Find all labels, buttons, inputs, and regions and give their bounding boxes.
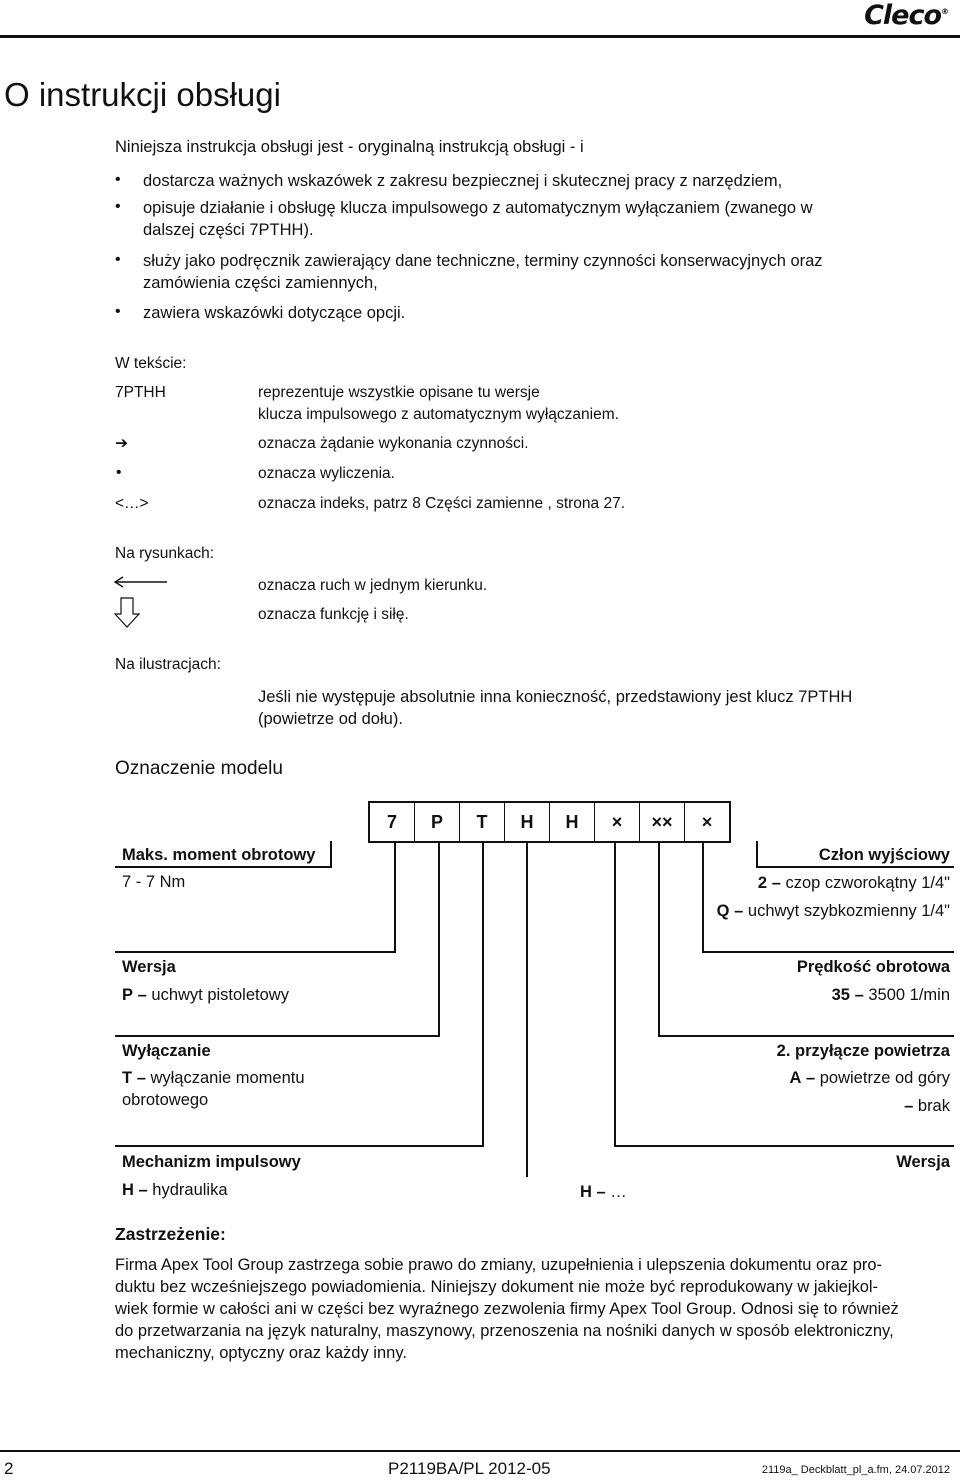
model-code-cell: T <box>460 803 505 841</box>
connector-line <box>438 841 440 1037</box>
disclaimer-heading: Zastrzeżenie: <box>115 1224 226 1244</box>
bullet-item: dostarcza ważnych wskazówek z zakresu bezpiecznej i skutecznej pracy z narzędziem, <box>143 172 783 190</box>
dash: – <box>138 1181 148 1199</box>
force-arrow-icon <box>113 597 141 629</box>
air-value: powietrze od góry <box>819 1069 950 1087</box>
speed-code: 35 <box>831 986 850 1004</box>
connector-line <box>115 1035 440 1037</box>
bullet-item: opisuje działanie i obsługę klucza impulsowego z automatycznym wyłączaniem (zwanego w <box>143 199 813 217</box>
disclaimer-line: Firma Apex Tool Group zastrzega sobie prawo do zmiany, uzupełnienia i ulepszenia dokumentu oraz pro- <box>115 1256 883 1274</box>
legend-desc: oznacza indeks, patrz 8 Części zamienne , strona 27. <box>258 495 626 512</box>
disclaimer-line: duktu bez wcześniejszego powiadomienia. Niniejszy dokument nie może być reprodukowany w jakiejkol- <box>115 1278 879 1296</box>
impulse-label: Mechanizm impulsowy <box>122 1153 301 1171</box>
max-torque-label: Maks. moment obrotowy <box>122 846 316 864</box>
model-code-cell: H <box>505 803 550 841</box>
bullet-marker: • <box>116 464 122 481</box>
bullet-item: służy jako podręcznik zawierający dane techniczne, terminy czynności konserwacyjnych oraz <box>143 252 823 270</box>
legend-desc: reprezentuje wszystkie opisane tu wersje <box>258 384 540 401</box>
legend-term: <…> <box>115 495 149 512</box>
model-code-cell: × <box>595 803 640 841</box>
h-value: … <box>610 1183 627 1201</box>
connector-line <box>756 841 758 867</box>
connector-line <box>658 1035 954 1037</box>
action-arrow-icon: ➔ <box>115 435 128 452</box>
dash: – <box>137 986 147 1004</box>
speed-label: Prędkość obrotowa <box>796 958 950 976</box>
shutoff-value: wyłączanie momentu <box>150 1069 305 1087</box>
dash: – <box>854 986 864 1004</box>
legend-heading: W tekście: <box>115 355 187 372</box>
connector-line <box>614 1145 954 1147</box>
disclaimer-line: wiek formie w całości ani w części bez wyraźnego zezwolenia firmy Apex Tool Group. Odnosi się to również <box>115 1300 899 1318</box>
intro-text: Niniejsza instrukcja obsługi jest - oryginalną instrukcją obsługi - i <box>115 138 584 156</box>
dash: – <box>596 1183 606 1201</box>
connector-line <box>115 1145 484 1147</box>
connector-line <box>702 841 704 953</box>
page-number: 2 <box>4 1459 14 1478</box>
output-code: Q <box>716 902 730 920</box>
dash: – <box>805 1069 816 1087</box>
output-value: uchwyt szybkozmienny 1/4" <box>747 902 950 920</box>
legend-desc: oznacza żądanie wykonania czynności. <box>258 435 529 452</box>
bullet-item-continued: dalszej części 7PTHH). <box>143 221 314 239</box>
disclaimer-line: do przetwarzania na język naturalny, maszynowy, przenoszenia na nośniki danych w sposób elektroniczny, <box>115 1322 894 1340</box>
header-rule <box>0 35 960 38</box>
shutoff-code: T <box>122 1069 133 1087</box>
bullet-item: zawiera wskazówki dotyczące opcji. <box>143 304 406 322</box>
model-code-box <box>368 801 731 843</box>
page-title: O instrukcji obsługi <box>4 76 281 113</box>
bullet-marker: • <box>115 198 121 215</box>
bullet-marker: • <box>115 303 121 320</box>
file-info: 2119a_ Deckblatt_pl_a.fm, 24.07.2012 <box>761 1464 950 1476</box>
max-torque-value: 7 - 7 Nm <box>122 873 186 891</box>
air-value: brak <box>917 1097 950 1115</box>
drawings-desc: oznacza funkcję i siłę. <box>258 606 409 623</box>
connector-line <box>526 841 528 1177</box>
illustrations-heading: Na ilustracjach: <box>115 656 221 673</box>
cleco-logo: Cleco® <box>864 0 948 31</box>
bullet-marker: • <box>115 251 121 268</box>
model-code-cell: × <box>701 811 713 832</box>
connector-line <box>115 951 396 953</box>
dash: – <box>136 1069 146 1087</box>
bullet-item-continued: zamówienia części zamiennych, <box>143 274 378 292</box>
h-code: H <box>580 1183 592 1201</box>
drawings-desc: oznacza ruch w jednym kierunku. <box>258 577 488 594</box>
shutoff-value-continued: obrotowego <box>122 1091 209 1109</box>
connector-line <box>702 951 954 953</box>
disclaimer-line: mechaniczny, optyczny oraz każdy inny. <box>115 1344 407 1362</box>
model-code-cell: ×× <box>640 803 685 841</box>
air-label: 2. przyłącze powietrza <box>776 1042 950 1060</box>
model-heading: Oznaczenie modelu <box>115 758 283 779</box>
impulse-value: hydraulika <box>152 1181 228 1199</box>
connector-line <box>394 841 396 953</box>
bullet-marker: • <box>115 171 121 188</box>
model-code-cell: P <box>415 803 460 841</box>
drawings-heading: Na rysunkach: <box>115 545 215 562</box>
model-code-cell: 7 <box>370 803 415 841</box>
legend-term: 7PTHH <box>115 384 166 401</box>
dash: – <box>904 1097 914 1115</box>
footer-rule <box>0 1450 960 1452</box>
air-code: A <box>789 1069 802 1087</box>
connector-line <box>115 866 332 868</box>
version-label: Wersja <box>122 958 176 976</box>
output-value: czop czworokątny 1/4" <box>785 874 950 892</box>
shutoff-label: Wyłączanie <box>122 1042 211 1060</box>
impulse-code: H <box>122 1181 134 1199</box>
version-value: uchwyt pistoletowy <box>151 986 289 1004</box>
output-code: 2 <box>757 874 768 892</box>
left-arrow-icon <box>113 575 169 589</box>
illustrations-desc: (powietrze od dołu). <box>258 710 403 728</box>
model-code-cell: H <box>550 803 595 841</box>
illustrations-desc: Jeśli nie występuje absolutnie inna konieczność, przedstawiony jest klucz 7PTHH <box>258 688 853 706</box>
connector-line <box>658 841 660 1037</box>
variant-label: Wersja <box>896 1153 950 1171</box>
connector-line <box>614 841 616 1147</box>
connector-line <box>756 866 954 868</box>
version-code: P <box>122 986 134 1004</box>
dash: – <box>771 874 781 892</box>
document-id: P2119BA/PL 2012-05 <box>388 1459 551 1478</box>
connector-line <box>330 841 332 867</box>
dash: – <box>734 902 744 920</box>
legend-desc: klucza impulsowego z automatycznym wyłączaniem. <box>258 406 619 423</box>
speed-value: 3500 1/min <box>868 986 950 1004</box>
legend-desc: oznacza wyliczenia. <box>258 465 395 482</box>
output-label: Człon wyjściowy <box>818 846 950 864</box>
connector-line <box>482 841 484 1147</box>
